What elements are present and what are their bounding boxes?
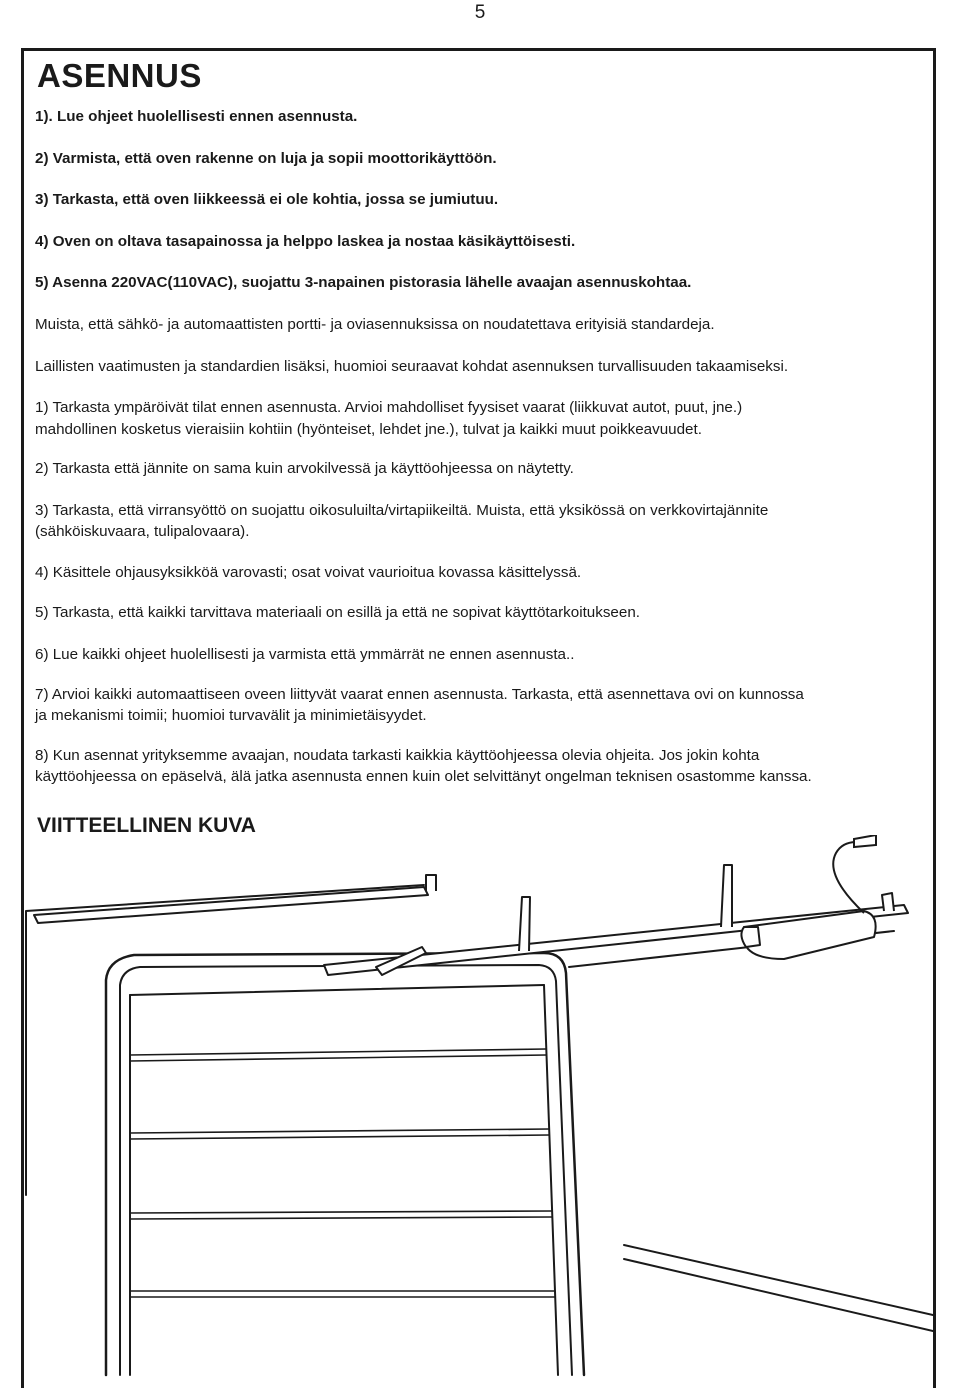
- garage-door-illustration: [24, 835, 933, 1378]
- check-8-line-1: 8) Kun asennat yrityksemme avaajan, noudata tarkasti kaikkia käyttöohjeessa olevia ohjeita. Jos jokin kohta: [35, 747, 760, 764]
- door-right-edge: [544, 985, 558, 1375]
- door-top-edge: [130, 985, 544, 995]
- door-groove: [130, 1135, 549, 1139]
- power-cord: [833, 842, 864, 913]
- hanger-bracket: [519, 897, 530, 951]
- right-floor-edge: [624, 1245, 933, 1315]
- step-3: 3) Tarkasta, että oven liikkeessä ei ole kohtia, jossa se jumiutuu.: [35, 191, 499, 208]
- hanger-bracket: [426, 875, 436, 891]
- check-3-line-1: 3) Tarkasta, että virransyöttö on suojattu oikosuluilta/virtapiikeiltä. Muista, että yksikössä on verkkovirtajännite: [35, 502, 769, 519]
- check-7-line-2: ja mekanismi toimii; huomioi turvavälit ja minimietäisyydet.: [35, 707, 427, 724]
- door-groove: [130, 1211, 552, 1213]
- motor-unit: [744, 911, 876, 959]
- step-1: 1). Lue ohjeet huolellisesti ennen asennusta.: [35, 108, 358, 125]
- right-floor-edge-2: [624, 1259, 933, 1331]
- door-groove: [130, 1055, 546, 1061]
- check-7-line-1: 7) Arvioi kaikki automaattiseen oveen liittyvät vaarat ennen asennusta. Tarkasta, että asennettava ovi on kunnossa: [35, 686, 804, 703]
- hanger-bracket: [882, 893, 894, 911]
- left-ceiling-edge: [26, 885, 424, 1195]
- check-1-line-1: 1) Tarkasta ympäröivät tilat ennen asennusta. Arvioi mahdolliset fyysiset vaarat (liikkuvat autot, puut, jne.): [35, 399, 743, 416]
- step-4: 4) Oven on oltava tasapainossa ja helppo laskea ja nostaa käsikäyttöisesti.: [35, 233, 576, 250]
- check-4: 4) Käsittele ohjausyksikköä varovasti; osat voivat vaurioitua kovassa käsittelyssä.: [35, 564, 582, 581]
- door-groove: [130, 1129, 549, 1133]
- door-frame-inner: [120, 965, 572, 1375]
- door-frame: [106, 953, 584, 1375]
- left-track: [34, 887, 428, 923]
- page-title: ASENNUS: [37, 57, 202, 94]
- hanger-bracket: [721, 865, 732, 927]
- figure-heading: VIITTEELLINEN KUVA: [37, 814, 256, 837]
- check-6: 6) Lue kaikki ohjeet huolellisesti ja varmista että ymmärrät ne ennen asennusta..: [35, 646, 575, 663]
- door-groove: [130, 1217, 552, 1219]
- check-3-line-2: (sähköiskuvaara, tulipalovaara).: [35, 523, 250, 540]
- door-groove: [130, 1049, 546, 1055]
- step-5: 5) Asenna 220VAC(110VAC), suojattu 3-napainen pistorasia lähelle avaajan asennuskohtaa.: [35, 274, 692, 291]
- motor-cap: [741, 927, 760, 947]
- check-5: 5) Tarkasta, että kaikki tarvittava materiaali on esillä ja että ne sopivat käyttötarkoitukseen.: [35, 604, 640, 621]
- safety-intro: Laillisten vaatimusten ja standardien lisäksi, huomioi seuraavat kohdat asennuksen turvallisuuden takaamiseksi.: [35, 358, 789, 375]
- power-cord-outlet: [854, 835, 876, 847]
- standards-note: Muista, että sähkö- ja automaattisten portti- ja oviasennuksissa on noudatettava erityisiä standardeja.: [35, 316, 715, 333]
- page-number: 5: [474, 2, 486, 23]
- check-8-line-2: käyttöohjeessa on epäselvä, älä jatka asennusta ennen kuin olet selvittänyt ongelman teknisen osastomme kanssa.: [35, 768, 812, 785]
- check-2: 2) Tarkasta että jännite on sama kuin arvokilvessä ja käyttöohjeessa on näytetty.: [35, 460, 574, 477]
- step-2: 2) Varmista, että oven rakenne on luja ja sopii moottorikäyttöön.: [35, 150, 497, 167]
- check-1-line-2: mahdollinen kosketus vieraisiin kohtiin (hyönteiset, lehdet jne.), tulvat ja kaikki muut poikkeavuudet.: [35, 421, 702, 438]
